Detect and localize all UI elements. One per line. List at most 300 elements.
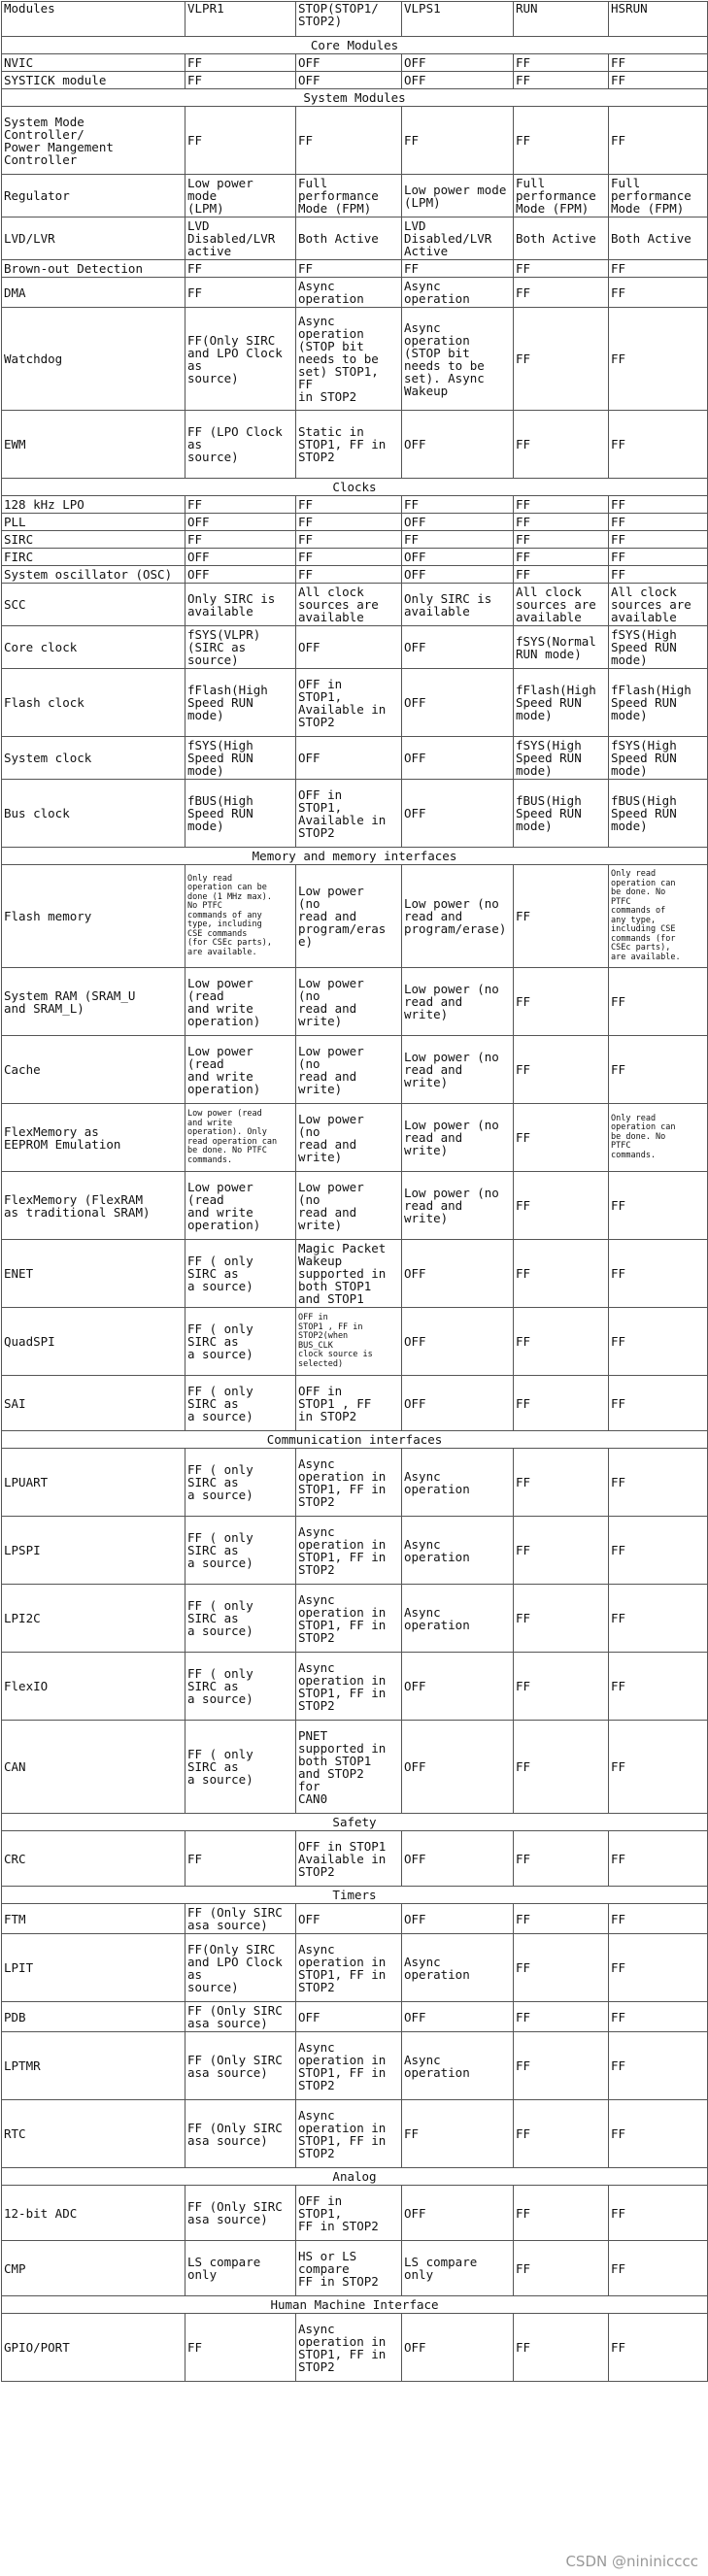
- mode-cell: OFF: [402, 1721, 514, 1814]
- mode-cell: Async operation in STOP1, FF in STOP2: [296, 2032, 402, 2100]
- mode-cell: FF: [514, 107, 609, 175]
- mode-cell: fSYS(High Speed RUN mode): [185, 737, 296, 780]
- mode-cell: FF: [609, 2002, 708, 2032]
- mode-cell: Async operation in STOP1, FF in STOP2: [296, 1934, 402, 2002]
- mode-cell: FF: [296, 260, 402, 278]
- mode-cell: FF (Only SIRC asa source): [185, 1904, 296, 1934]
- mode-cell: fSYS(Normal RUN mode): [514, 626, 609, 669]
- mode-cell: FF: [514, 1517, 609, 1585]
- table-row: [2, 72, 708, 89]
- module-name-cell: Core clock: [2, 626, 185, 669]
- table-row: [2, 175, 708, 217]
- mode-cell: FF: [514, 1904, 609, 1934]
- mode-cell: LS compare only: [185, 2241, 296, 2296]
- mode-cell: FF: [514, 308, 609, 411]
- table-row: [2, 308, 708, 411]
- mode-cell: OFF: [296, 626, 402, 669]
- mode-cell: FF: [296, 514, 402, 531]
- section-title: Clocks: [2, 479, 708, 496]
- table-row: [2, 2186, 708, 2241]
- table-row: [2, 2314, 708, 2382]
- module-name-cell: FlexIO: [2, 1653, 185, 1721]
- table-row: [2, 2241, 708, 2296]
- section-title: System Modules: [2, 89, 708, 107]
- mode-cell: FF: [609, 1172, 708, 1240]
- table-row: [2, 669, 708, 737]
- mode-cell: FF: [514, 2100, 609, 2168]
- mode-cell: Only SIRC is available: [402, 584, 514, 626]
- section-title: Human Machine Interface: [2, 2296, 708, 2314]
- module-name-cell: CAN: [2, 1721, 185, 1814]
- mode-cell: FF (Only SIRC asa source): [185, 2100, 296, 2168]
- mode-cell: Low power (no read and write): [402, 1036, 514, 1104]
- mode-cell: FF: [185, 1831, 296, 1887]
- module-name-cell: SYSTICK module: [2, 72, 185, 89]
- mode-cell: OFF: [402, 1240, 514, 1308]
- header-cell-run: RUN: [514, 2, 609, 37]
- mode-cell: FF: [514, 1376, 609, 1431]
- mode-cell: Low power (no read and write): [296, 1172, 402, 1240]
- mode-cell: Async operation: [402, 278, 514, 308]
- mode-cell: FF: [514, 1449, 609, 1517]
- mode-cell: FF: [514, 2032, 609, 2100]
- table-row: [2, 549, 708, 566]
- module-name-cell: SAI: [2, 1376, 185, 1431]
- mode-cell: fFlash(High Speed RUN mode): [609, 669, 708, 737]
- table-row: [2, 531, 708, 549]
- module-name-cell: 128 kHz LPO: [2, 496, 185, 514]
- mode-cell: FF: [609, 54, 708, 72]
- mode-cell: FF: [609, 2241, 708, 2296]
- mode-cell: FF: [609, 1376, 708, 1431]
- mode-cell: FF: [514, 514, 609, 531]
- mode-cell: Async operation: [402, 1934, 514, 2002]
- mode-cell: Async operation in STOP1, FF in STOP2: [296, 1449, 402, 1517]
- mode-cell: FF (LPO Clock as source): [185, 411, 296, 479]
- section-title: Analog: [2, 2168, 708, 2186]
- mode-cell: OFF in STOP1, FF in STOP2: [296, 2186, 402, 2241]
- mode-cell: FF: [609, 1036, 708, 1104]
- section-row: [2, 1887, 708, 1904]
- mode-cell: fFlash(High Speed RUN mode): [514, 669, 609, 737]
- mode-cell: FF: [402, 496, 514, 514]
- mode-cell: FF: [609, 1585, 708, 1653]
- mode-cell: OFF: [296, 737, 402, 780]
- mode-cell: Low power (no read and write): [296, 1104, 402, 1172]
- table-row: [2, 54, 708, 72]
- mode-cell: FF: [185, 107, 296, 175]
- section-row: [2, 2168, 708, 2186]
- table-row: [2, 1517, 708, 1585]
- mode-cell: FF (Only SIRC asa source): [185, 2186, 296, 2241]
- mode-cell: OFF: [296, 54, 402, 72]
- module-name-cell: NVIC: [2, 54, 185, 72]
- mode-cell: FF: [609, 1904, 708, 1934]
- mode-cell: Low power (no read and write): [402, 1172, 514, 1240]
- mode-cell: FF(Only SIRC and LPO Clock as source): [185, 308, 296, 411]
- mode-cell: FF: [609, 1308, 708, 1376]
- mode-cell: LVD Disabled/LVR active: [185, 217, 296, 260]
- mode-cell: fSYS(High Speed RUN mode): [609, 737, 708, 780]
- mode-cell: Async operation (STOP bit needs to be set) STOP1, FF in STOP2: [296, 308, 402, 411]
- mode-cell: FF: [402, 260, 514, 278]
- mode-cell: FF: [185, 496, 296, 514]
- module-name-cell: LVD/LVR: [2, 217, 185, 260]
- mode-cell: FF: [609, 2186, 708, 2241]
- mode-cell: FF: [514, 1036, 609, 1104]
- mode-cell: Static in STOP1, FF in STOP2: [296, 411, 402, 479]
- section-title: Core Modules: [2, 37, 708, 54]
- table-row: [2, 2100, 708, 2168]
- module-name-cell: Regulator: [2, 175, 185, 217]
- mode-cell: FF: [402, 2100, 514, 2168]
- mode-cell: OFF: [402, 54, 514, 72]
- mode-cell: OFF in STOP1 , FF in STOP2(when BUS_CLK clock source is selected): [296, 1308, 402, 1376]
- mode-cell: FF: [514, 1721, 609, 1814]
- mode-cell: FF: [296, 496, 402, 514]
- section-title: Timers: [2, 1887, 708, 1904]
- mode-cell: FF: [514, 1585, 609, 1653]
- header-cell-stop: STOP(STOP1/ STOP2): [296, 2, 402, 37]
- header-cell-modules: Modules: [2, 2, 185, 37]
- mode-cell: Low power (no read and program/erase): [402, 865, 514, 968]
- mode-cell: FF: [514, 1104, 609, 1172]
- mode-cell: FF: [296, 566, 402, 584]
- table-row: [2, 411, 708, 479]
- mode-cell: OFF in STOP1 Available in STOP2: [296, 1831, 402, 1887]
- mode-cell: fSYS(High Speed RUN mode): [514, 737, 609, 780]
- section-row: [2, 1431, 708, 1449]
- mode-cell: FF: [609, 531, 708, 549]
- mode-cell: Low power mode (LPM): [185, 175, 296, 217]
- mode-cell: Async operation in STOP1, FF in STOP2: [296, 1653, 402, 1721]
- mode-cell: FF: [609, 260, 708, 278]
- mode-cell: Low power (read and write operation): [185, 968, 296, 1036]
- mode-cell: Async operation in STOP1, FF in STOP2: [296, 1585, 402, 1653]
- table-row: [2, 514, 708, 531]
- mode-cell: Full performance Mode (FPM): [609, 175, 708, 217]
- mode-cell: FF: [185, 260, 296, 278]
- mode-cell: FF: [609, 411, 708, 479]
- mode-cell: OFF: [402, 626, 514, 669]
- mode-cell: Only read operation can be done (1 MHz max). No PTFC commands of any type, including CSE commands (for CSEc parts), are available.: [185, 865, 296, 968]
- mode-cell: Async operation in STOP1, FF in STOP2: [296, 2314, 402, 2382]
- module-name-cell: QuadSPI: [2, 1308, 185, 1376]
- mode-cell: FF: [402, 107, 514, 175]
- mode-cell: FF: [514, 496, 609, 514]
- table-row: [2, 1904, 708, 1934]
- mode-cell: Async operation (STOP bit needs to be set). Async Wakeup: [402, 308, 514, 411]
- section-title: Communication interfaces: [2, 1431, 708, 1449]
- module-name-cell: FTM: [2, 1904, 185, 1934]
- mode-cell: Async operation: [402, 1517, 514, 1585]
- mode-cell: FF: [609, 968, 708, 1036]
- mode-cell: OFF: [402, 411, 514, 479]
- mode-cell: FF: [514, 2002, 609, 2032]
- watermark: CSDN @nininicccc: [565, 2553, 698, 2570]
- table-row: [2, 1831, 708, 1887]
- mode-cell: FF ( only SIRC as a source): [185, 1585, 296, 1653]
- mode-cell: FF: [609, 566, 708, 584]
- mode-cell: All clock sources are available: [296, 584, 402, 626]
- mode-cell: Low power (read and write operation): [185, 1036, 296, 1104]
- mode-cell: FF: [514, 1172, 609, 1240]
- table-row: [2, 968, 708, 1036]
- mode-cell: Both Active: [514, 217, 609, 260]
- module-name-cell: LPIT: [2, 1934, 185, 2002]
- mode-cell: FF: [185, 2314, 296, 2382]
- module-name-cell: PDB: [2, 2002, 185, 2032]
- module-name-cell: LPTMR: [2, 2032, 185, 2100]
- module-operation-table: [1, 1, 708, 2382]
- mode-cell: FF: [514, 566, 609, 584]
- mode-cell: Full performance Mode (FPM): [514, 175, 609, 217]
- mode-cell: OFF: [185, 566, 296, 584]
- table-row: [2, 1721, 708, 1814]
- mode-cell: FF: [609, 1721, 708, 1814]
- header-cell-hsrun: HSRUN: [609, 2, 708, 37]
- table-row: [2, 107, 708, 175]
- table-row: [2, 2002, 708, 2032]
- header-cell-vlpr: VLPR1: [185, 2, 296, 37]
- module-name-cell: LPI2C: [2, 1585, 185, 1653]
- mode-cell: Only SIRC is available: [185, 584, 296, 626]
- mode-cell: FF ( only SIRC as a source): [185, 1721, 296, 1814]
- mode-cell: OFF: [296, 2002, 402, 2032]
- mode-cell: FF: [609, 1934, 708, 2002]
- module-name-cell: FlexMemory (FlexRAM as traditional SRAM): [2, 1172, 185, 1240]
- mode-cell: FF ( only SIRC as a source): [185, 1376, 296, 1431]
- table-row: [2, 260, 708, 278]
- table-row: [2, 1036, 708, 1104]
- table-row: [2, 780, 708, 848]
- table-row: [2, 1172, 708, 1240]
- mode-cell: FF: [609, 2100, 708, 2168]
- mode-cell: FF ( only SIRC as a source): [185, 1240, 296, 1308]
- section-row: [2, 2296, 708, 2314]
- mode-cell: Low power (read and write operation): [185, 1172, 296, 1240]
- mode-cell: OFF in STOP1, Available in STOP2: [296, 780, 402, 848]
- mode-cell: FF: [609, 514, 708, 531]
- mode-cell: LS compare only: [402, 2241, 514, 2296]
- mode-cell: FF: [514, 260, 609, 278]
- module-name-cell: Watchdog: [2, 308, 185, 411]
- table-row: [2, 865, 708, 968]
- mode-cell: Async operation in STOP1, FF in STOP2: [296, 1517, 402, 1585]
- mode-cell: FF: [514, 2314, 609, 2382]
- table-row: [2, 1449, 708, 1517]
- mode-cell: FF (Only SIRC asa source): [185, 2002, 296, 2032]
- table-row: [2, 1653, 708, 1721]
- module-name-cell: Bus clock: [2, 780, 185, 848]
- header-row: [2, 2, 708, 37]
- mode-cell: Low power (read and write operation). Only read operation can be done. No PTFC commands.: [185, 1104, 296, 1172]
- section-row: [2, 1814, 708, 1831]
- module-name-cell: CRC: [2, 1831, 185, 1887]
- mode-cell: fBUS(High Speed RUN mode): [609, 780, 708, 848]
- mode-cell: FF: [514, 1934, 609, 2002]
- mode-cell: FF: [514, 72, 609, 89]
- mode-cell: OFF in STOP1 , FF in STOP2: [296, 1376, 402, 1431]
- mode-cell: OFF: [402, 1308, 514, 1376]
- table-row: [2, 496, 708, 514]
- section-row: [2, 848, 708, 865]
- mode-cell: FF: [185, 531, 296, 549]
- mode-cell: OFF: [402, 1904, 514, 1934]
- mode-cell: OFF: [185, 549, 296, 566]
- mode-cell: fBUS(High Speed RUN mode): [185, 780, 296, 848]
- mode-cell: FF: [514, 411, 609, 479]
- mode-cell: FF ( only SIRC as a source): [185, 1308, 296, 1376]
- mode-cell: Low power (no read and write): [402, 968, 514, 1036]
- table-row: [2, 1585, 708, 1653]
- mode-cell: fSYS(VLPR) (SIRC as source): [185, 626, 296, 669]
- mode-cell: fBUS(High Speed RUN mode): [514, 780, 609, 848]
- mode-cell: LVD Disabled/LVR Active: [402, 217, 514, 260]
- mode-cell: PNET supported in both STOP1 and STOP2 for CAN0: [296, 1721, 402, 1814]
- mode-cell: fFlash(High Speed RUN mode): [185, 669, 296, 737]
- mode-cell: FF: [514, 1653, 609, 1721]
- mode-cell: FF: [514, 278, 609, 308]
- mode-cell: Only read operation can be done. No PTFC commands of any type, including CSE commands (for CSEc parts), are available.: [609, 865, 708, 968]
- mode-cell: FF: [514, 865, 609, 968]
- table-row: [2, 1104, 708, 1172]
- mode-cell: OFF: [402, 2314, 514, 2382]
- module-name-cell: SCC: [2, 584, 185, 626]
- mode-cell: Full performance Mode (FPM): [296, 175, 402, 217]
- mode-cell: FF: [514, 54, 609, 72]
- mode-cell: All clock sources are available: [609, 584, 708, 626]
- mode-cell: OFF: [402, 2186, 514, 2241]
- mode-cell: FF: [514, 1308, 609, 1376]
- mode-cell: FF: [609, 72, 708, 89]
- mode-cell: FF: [185, 54, 296, 72]
- table-row: [2, 584, 708, 626]
- mode-cell: OFF: [402, 1831, 514, 1887]
- mode-cell: FF: [514, 2241, 609, 2296]
- mode-cell: FF: [296, 531, 402, 549]
- mode-cell: OFF: [402, 737, 514, 780]
- mode-cell: FF(Only SIRC and LPO Clock as source): [185, 1934, 296, 2002]
- header-cell-vlps: VLPS1: [402, 2, 514, 37]
- mode-cell: FF: [609, 278, 708, 308]
- mode-cell: Async operation: [402, 2032, 514, 2100]
- mode-cell: Both Active: [609, 217, 708, 260]
- table-row: [2, 1308, 708, 1376]
- mode-cell: FF: [402, 531, 514, 549]
- module-name-cell: FlexMemory as EEPROM Emulation: [2, 1104, 185, 1172]
- mode-cell: Magic Packet Wakeup supported in both STOP1 and STOP1: [296, 1240, 402, 1308]
- table-row: [2, 217, 708, 260]
- module-name-cell: SIRC: [2, 531, 185, 549]
- mode-cell: FF: [609, 1831, 708, 1887]
- module-name-cell: EWM: [2, 411, 185, 479]
- mode-cell: OFF: [296, 72, 402, 89]
- mode-cell: Low power (no read and write): [296, 1036, 402, 1104]
- mode-cell: FF: [609, 2032, 708, 2100]
- mode-cell: FF: [296, 107, 402, 175]
- mode-cell: FF: [514, 1831, 609, 1887]
- mode-cell: FF: [514, 1240, 609, 1308]
- mode-cell: OFF: [402, 72, 514, 89]
- mode-cell: OFF: [402, 514, 514, 531]
- mode-cell: OFF: [296, 1904, 402, 1934]
- section-row: [2, 37, 708, 54]
- mode-cell: FF ( only SIRC as a source): [185, 1517, 296, 1585]
- module-name-cell: FIRC: [2, 549, 185, 566]
- mode-cell: OFF in STOP1, Available in STOP2: [296, 669, 402, 737]
- table-row: [2, 278, 708, 308]
- module-name-cell: System oscillator (OSC): [2, 566, 185, 584]
- mode-cell: FF: [609, 496, 708, 514]
- module-name-cell: LPUART: [2, 1449, 185, 1517]
- module-name-cell: System RAM (SRAM_U and SRAM_L): [2, 968, 185, 1036]
- module-name-cell: 12-bit ADC: [2, 2186, 185, 2241]
- module-name-cell: PLL: [2, 514, 185, 531]
- mode-cell: HS or LS compare FF in STOP2: [296, 2241, 402, 2296]
- mode-cell: FF: [185, 278, 296, 308]
- mode-cell: Low power mode (LPM): [402, 175, 514, 217]
- module-name-cell: System Mode Controller/ Power Mangement Controller: [2, 107, 185, 175]
- mode-cell: FF: [609, 549, 708, 566]
- mode-cell: Both Active: [296, 217, 402, 260]
- mode-cell: FF: [296, 549, 402, 566]
- mode-cell: FF: [514, 2186, 609, 2241]
- mode-cell: FF: [609, 1653, 708, 1721]
- mode-cell: Async operation: [402, 1449, 514, 1517]
- mode-cell: All clock sources are available: [514, 584, 609, 626]
- mode-cell: Low power (no read and program/eras e): [296, 865, 402, 968]
- mode-cell: OFF: [402, 1653, 514, 1721]
- section-title: Safety: [2, 1814, 708, 1831]
- mode-cell: FF: [609, 308, 708, 411]
- module-name-cell: GPIO/PORT: [2, 2314, 185, 2382]
- module-name-cell: CMP: [2, 2241, 185, 2296]
- module-name-cell: Brown-out Detection: [2, 260, 185, 278]
- mode-cell: Async operation: [402, 1585, 514, 1653]
- mode-cell: FF: [185, 72, 296, 89]
- mode-cell: OFF: [402, 780, 514, 848]
- module-name-cell: LPSPI: [2, 1517, 185, 1585]
- mode-cell: Async operation in STOP1, FF in STOP2: [296, 2100, 402, 2168]
- section-title: Memory and memory interfaces: [2, 848, 708, 865]
- table-row: [2, 1376, 708, 1431]
- mode-cell: OFF: [402, 1376, 514, 1431]
- mode-cell: FF (Only SIRC asa source): [185, 2032, 296, 2100]
- mode-cell: OFF: [402, 566, 514, 584]
- section-row: [2, 89, 708, 107]
- mode-cell: OFF: [402, 549, 514, 566]
- table-row: [2, 566, 708, 584]
- module-name-cell: ENET: [2, 1240, 185, 1308]
- mode-cell: OFF: [185, 514, 296, 531]
- mode-cell: OFF: [402, 2002, 514, 2032]
- mode-cell: FF ( only SIRC as a source): [185, 1449, 296, 1517]
- module-name-cell: DMA: [2, 278, 185, 308]
- mode-cell: Async operation: [296, 278, 402, 308]
- mode-cell: Only read operation can be done. No PTFC commands.: [609, 1104, 708, 1172]
- mode-cell: FF ( only SIRC as a source): [185, 1653, 296, 1721]
- mode-cell: FF: [514, 968, 609, 1036]
- module-name-cell: Flash memory: [2, 865, 185, 968]
- mode-cell: Low power (no read and write): [402, 1104, 514, 1172]
- mode-cell: FF: [514, 549, 609, 566]
- mode-cell: OFF: [402, 669, 514, 737]
- table-row: [2, 737, 708, 780]
- table-row: [2, 1240, 708, 1308]
- mode-cell: FF: [609, 107, 708, 175]
- mode-cell: fSYS(High Speed RUN mode): [609, 626, 708, 669]
